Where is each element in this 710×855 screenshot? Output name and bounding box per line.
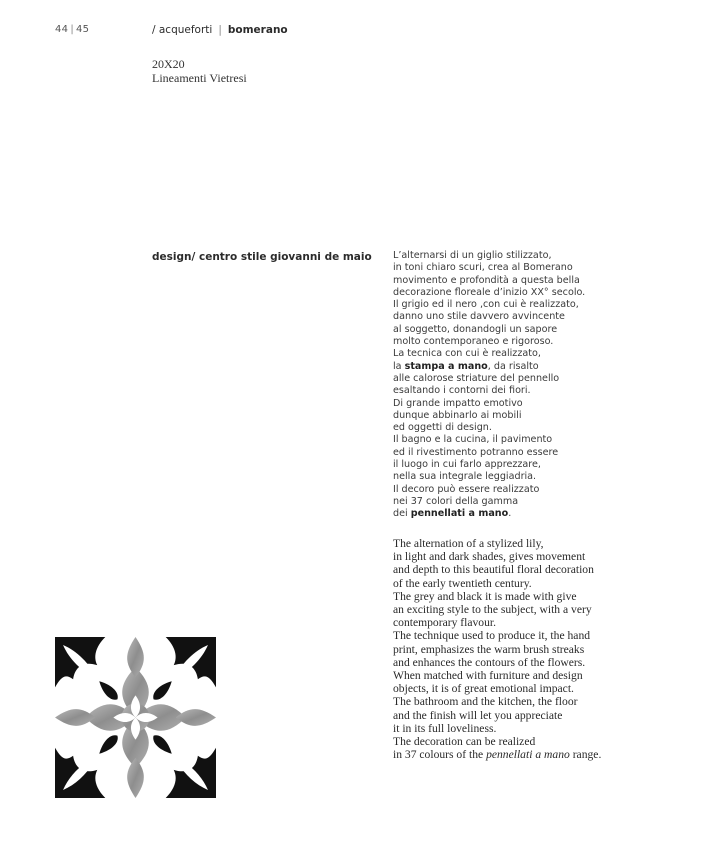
english-line: contemporary flavour.: [393, 616, 497, 630]
english-line: The technique used to produce it, the hand: [393, 629, 591, 643]
italian-line: ed oggetti di design.: [393, 422, 492, 434]
english-text: range.: [569, 748, 602, 762]
italian-emphasis: stampa a mano: [404, 360, 488, 372]
english-line: an exciting style to the subject, with a very: [393, 603, 592, 617]
italian-line: dunque abbinarlo ai mobili: [393, 409, 522, 421]
italian-text: , da risalto: [487, 360, 539, 372]
italian-line: al soggetto, donandogli un sapore: [393, 323, 558, 335]
english-line: and enhances the contours of the flowers.: [393, 655, 586, 669]
english-line: and the finish will let you appreciate: [393, 708, 563, 722]
english-line: of the early twentieth century.: [393, 576, 532, 590]
page-number-separator: |: [70, 24, 74, 35]
italian-line: L’alternarsi di un giglio stilizzato,: [393, 250, 552, 261]
english-line: in light and dark shades, gives movement: [393, 550, 586, 564]
english-line: objects, it is of great emotional impact.: [393, 682, 574, 696]
english-line: it in its full loveliness.: [393, 721, 497, 735]
italian-description: [393, 250, 693, 521]
italian-line: movimento e profondità a questa bella: [393, 274, 580, 286]
english-line: [393, 748, 693, 761]
italian-line: danno uno stile davvero avvincente: [393, 311, 565, 323]
italian-line: in toni chiaro scuri, crea al Bomerano: [393, 262, 573, 274]
italian-emphasis: pennellati a mano: [410, 508, 509, 520]
tile-size: 20X20: [152, 57, 185, 71]
italian-line: alle calorose striature del pennello: [393, 372, 560, 384]
italian-line: [393, 508, 693, 520]
page-numbers: [55, 24, 89, 35]
english-line: The bathroom and the kitchen, the floor: [393, 695, 578, 709]
designer-credit: design/ centro stile giovanni de maio: [152, 251, 372, 263]
italian-line: ed il rivestimento potranno essere: [393, 446, 559, 458]
italian-text: la: [393, 360, 405, 372]
page-number-left: 44: [55, 24, 69, 35]
collection-name: Lineamenti Vietresi: [152, 71, 247, 85]
english-line: When matched with furniture and design: [393, 669, 583, 683]
italian-text: .: [508, 508, 512, 520]
italian-line: nei 37 colori della gamma: [393, 495, 519, 507]
english-line: The grey and black it is made with give: [393, 589, 577, 603]
english-text: in 37 colours of the: [393, 748, 487, 762]
breadcrumb: [152, 24, 288, 36]
italian-line: molto contemporaneo e rigoroso.: [393, 336, 554, 348]
italian-line: il luogo in cui farlo apprezzare,: [393, 459, 541, 471]
italian-text: dei: [393, 508, 411, 520]
english-line: and depth to this beautiful floral decoration: [393, 563, 594, 577]
italian-line: Il bagno e la cucina, il pavimento: [393, 434, 553, 446]
product-title: bomerano: [227, 24, 288, 36]
english-description: [393, 537, 693, 761]
english-line: print, emphasizes the warm brush streaks: [393, 642, 585, 656]
page-number-right: 45: [76, 24, 90, 35]
english-line: The alternation of a stylized lily,: [393, 537, 544, 550]
italian-line: nella sua integrale leggiadria.: [393, 471, 537, 483]
italian-line: [393, 361, 693, 373]
italian-line: decorazione floreale d’inizio XX° secolo.: [393, 286, 586, 298]
lily-tile-icon: [55, 637, 216, 798]
english-emphasis: pennellati a mano: [486, 748, 570, 762]
english-line: The decoration can be realized: [393, 735, 536, 749]
section-title: / acqueforti: [152, 24, 213, 36]
italian-line: Il decoro può essere realizzato: [393, 483, 540, 495]
italian-line: Di grande impatto emotivo: [393, 397, 523, 409]
italian-line: esaltando i contorni dei fiori.: [393, 385, 531, 397]
italian-line: La tecnica con cui è realizzato,: [393, 348, 541, 360]
italian-line: Il grigio ed il nero ,con cui è realizzato,: [393, 299, 579, 311]
breadcrumb-separator: |: [218, 24, 222, 36]
